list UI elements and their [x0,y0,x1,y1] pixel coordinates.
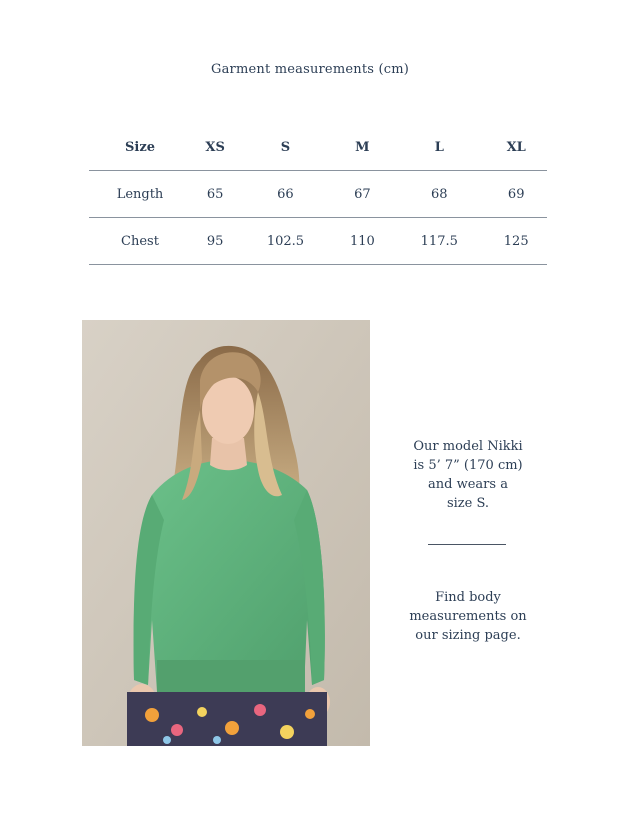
model-note-line: is 5’ 7” (170 cm) [413,458,523,473]
table-row-length [89,171,547,218]
row-label-length: Length [89,171,191,218]
model-illustration [82,320,370,746]
sizing-note-line: Find body [435,590,501,605]
page-title: Garment measurements (cm) [211,62,409,77]
chest-xs: 95 [191,218,239,265]
header-xl: XL [485,124,547,171]
row-label-chest: Chest [89,218,191,265]
table-header-row [89,124,547,171]
length-s: 66 [239,171,331,218]
model-note-line: size S. [446,496,490,511]
length-m: 67 [332,171,394,218]
sizing-note [392,588,544,645]
model-photo [82,320,370,746]
chest-s: 102.5 [239,218,331,265]
model-note [392,437,544,513]
model-note-line: and wears a [428,477,508,492]
table-row-chest [89,218,547,265]
header-s: S [239,124,331,171]
length-l: 68 [393,171,485,218]
sizing-note-line: our sizing page. [415,628,521,643]
model-note-line: Our model Nikki [413,439,523,454]
chest-m: 110 [332,218,394,265]
chest-xl: 125 [485,218,547,265]
chest-l: 117.5 [393,218,485,265]
measurements-table [89,124,547,265]
length-xs: 65 [191,171,239,218]
length-xl: 69 [485,171,547,218]
divider [428,544,506,545]
header-m: M [332,124,394,171]
header-l: L [393,124,485,171]
sizing-note-line: measurements on [409,609,527,624]
header-size: Size [89,124,191,171]
header-xs: XS [191,124,239,171]
